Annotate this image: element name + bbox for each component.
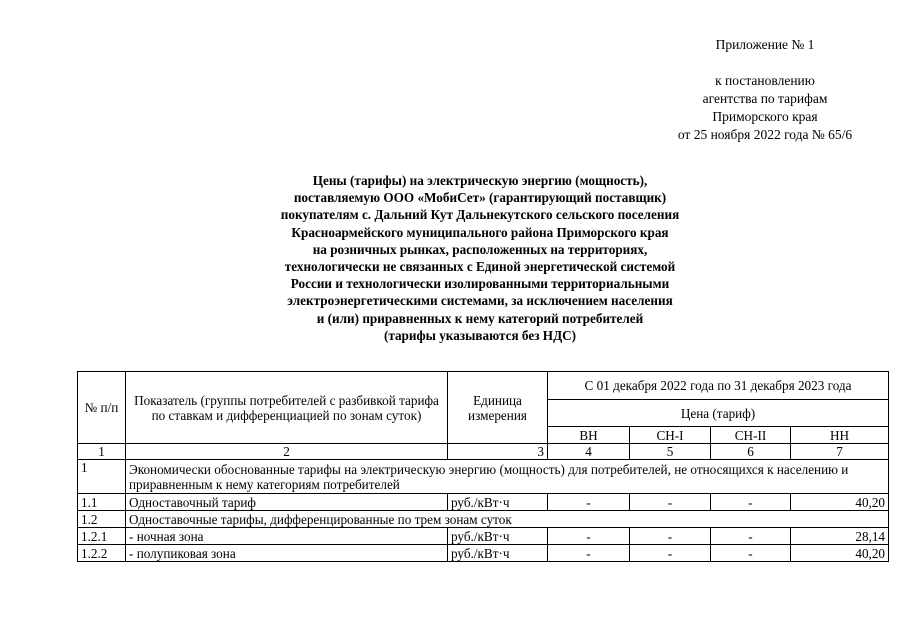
- row-num: 1.2: [78, 511, 126, 528]
- table-row: [78, 545, 889, 562]
- title-line: и (или) приравненных к нему категорий потребителей: [316, 310, 644, 326]
- title-line: Красноармейского муниципального района Приморского края: [291, 224, 669, 240]
- row-name: Одноставочный тариф: [126, 494, 448, 511]
- row-sn2: -: [711, 494, 791, 511]
- row-unit: руб./кВт·ч: [448, 545, 548, 562]
- col-number: 1: [78, 444, 126, 460]
- row-name: - ночная зона: [126, 528, 448, 545]
- appendix-line: к постановлению: [715, 73, 815, 88]
- header-price: Цена (тариф): [548, 400, 889, 427]
- row-nn: 40,20: [791, 545, 889, 562]
- title-line: технологически не связанных с Единой энергетической системой: [284, 259, 676, 275]
- row-num: 1.2.2: [78, 545, 126, 562]
- table-row: [78, 494, 889, 511]
- header-level-nn: НН: [791, 427, 889, 444]
- header-unit: Единица измерения: [448, 372, 548, 444]
- col-number: 3: [448, 444, 548, 460]
- title-line: на розничных рынках, расположенных на территориях,: [312, 241, 648, 257]
- row-num: 1.2.1: [78, 528, 126, 545]
- section-num: 1: [78, 460, 126, 494]
- title-line: Цены (тарифы) на электрическую энергию (мощность),: [312, 173, 648, 188]
- row-nn: 40,20: [791, 494, 889, 511]
- row-vn: -: [548, 528, 630, 545]
- header-period: С 01 декабря 2022 года по 31 декабря 2023 года: [548, 372, 889, 400]
- col-number: 7: [791, 444, 889, 460]
- header-level-sn2: СН-II: [711, 427, 791, 444]
- title-line: России и технологически изолированными территориальными: [290, 276, 670, 292]
- title-line: электроэнергетическими системами, за исключением населения: [287, 293, 673, 309]
- appendix-line: Приморского края: [712, 109, 818, 124]
- row-num: 1.1: [78, 494, 126, 511]
- row-sn2: -: [711, 528, 791, 545]
- table-row: [78, 528, 889, 545]
- header-num: № п/п: [78, 372, 126, 444]
- row-vn: -: [548, 494, 630, 511]
- col-number: 4: [548, 444, 630, 460]
- row-nn: 28,14: [791, 528, 889, 545]
- col-number: 2: [126, 444, 448, 460]
- row-unit: руб./кВт·ч: [448, 494, 548, 511]
- title-line: поставляемую ООО «МобиСет» (гарантирующий поставщик): [293, 190, 667, 206]
- row-name: - полупиковая зона: [126, 545, 448, 562]
- col-number: 5: [630, 444, 711, 460]
- appendix-block: [640, 36, 890, 144]
- section-title: Экономически обоснованные тарифы на электрическую энергию (мощность) для потребителей, не относящихся к населению и приравненным к нему категориям потребителей: [126, 460, 889, 494]
- title-line: (тарифы указываются без НДС): [383, 327, 577, 343]
- row-sn1: -: [630, 494, 711, 511]
- row-group-title: Одноставочные тарифы, дифференцированные по трем зонам суток: [126, 511, 889, 528]
- row-sn1: -: [630, 545, 711, 562]
- row-sn1: -: [630, 528, 711, 545]
- title-line: покупателям с. Дальний Кут Дальнекутского сельского поселения: [280, 207, 680, 223]
- table-row: [78, 511, 889, 528]
- document-title: [150, 172, 810, 344]
- header-level-sn1: СН-I: [630, 427, 711, 444]
- tariff-table: [77, 371, 889, 562]
- row-sn2: -: [711, 545, 791, 562]
- appendix-title: Приложение № 1: [715, 37, 815, 52]
- row-vn: -: [548, 545, 630, 562]
- appendix-line: агентства по тарифам: [702, 91, 828, 106]
- appendix-line: от 25 ноября 2022 года № 65/6: [677, 127, 853, 142]
- header-level-vn: ВН: [548, 427, 630, 444]
- col-number: 6: [711, 444, 791, 460]
- header-indicator: Показатель (группы потребителей с разбивкой тарифа по ставкам и дифференциацией по зонам суток): [126, 372, 448, 444]
- row-unit: руб./кВт·ч: [448, 528, 548, 545]
